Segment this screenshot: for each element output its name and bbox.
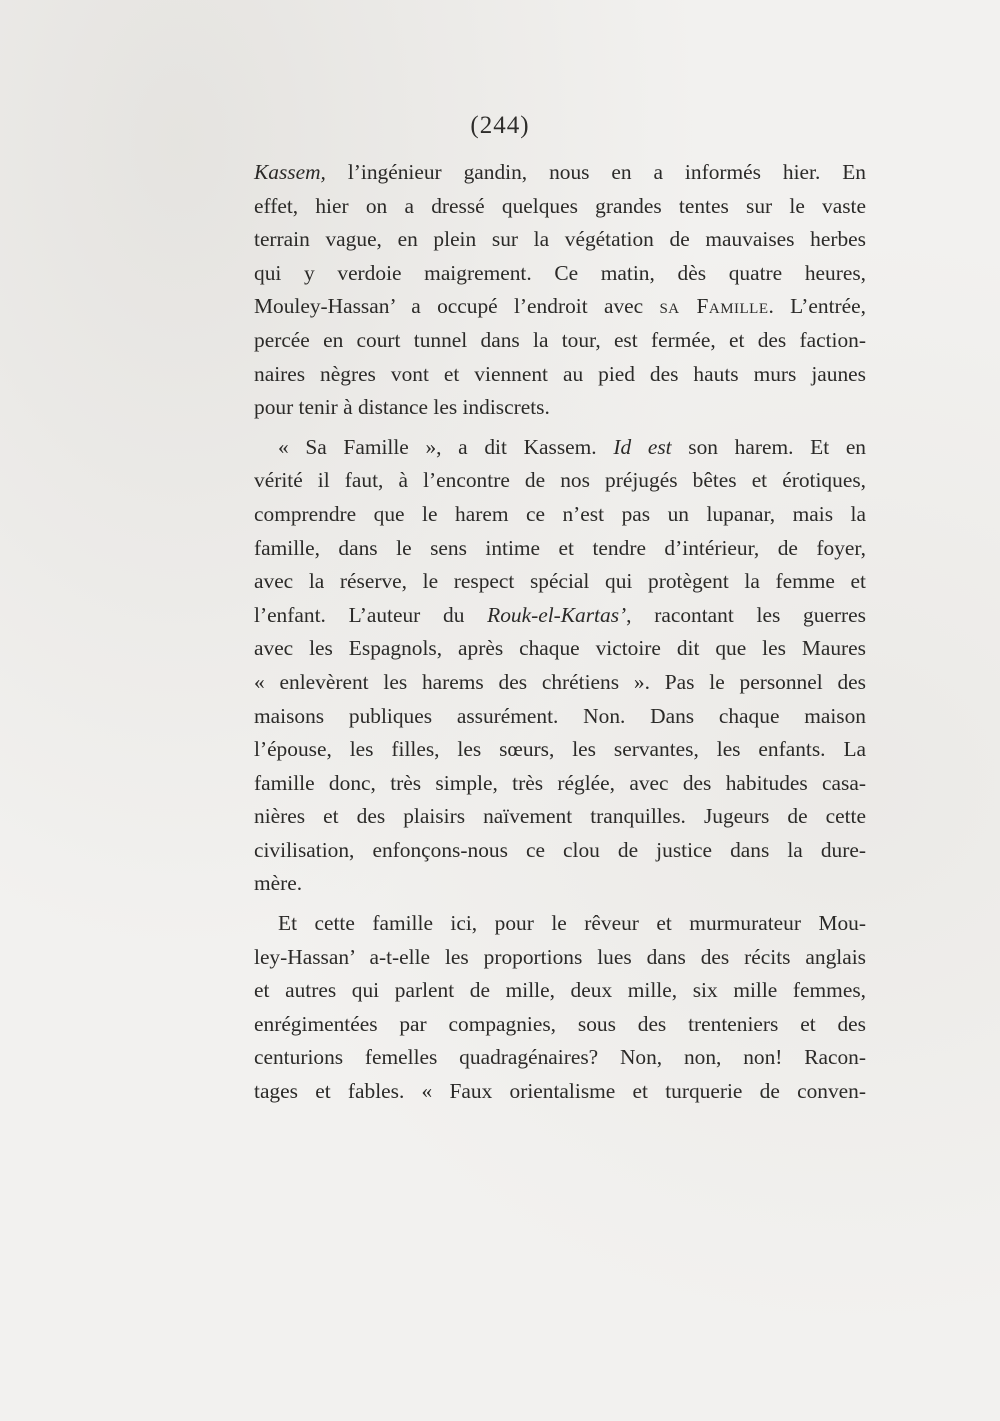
text-line <box>254 464 866 498</box>
italic-text: Kassem, <box>254 160 326 184</box>
text-segment: avec la réserve, le respect spécial qui protègent la femme et <box>254 569 866 594</box>
text-line <box>254 223 866 257</box>
paragraph <box>254 156 866 425</box>
paragraph <box>254 431 866 901</box>
text-line <box>254 1075 866 1109</box>
text-segment: l’épouse, les filles, les sœurs, les servantes, les enfants. La <box>254 737 866 762</box>
text-line <box>254 1008 866 1042</box>
text-line <box>254 974 866 1008</box>
text-segment: enrégimentées par compagnies, sous des trenteniers et des <box>254 1011 866 1036</box>
text-line <box>254 867 866 901</box>
text-line <box>254 431 866 465</box>
text-segment: l’enfant. L’auteur du <box>254 602 488 627</box>
text-segment: tages et fables. « Faux orientalisme et turquerie de conven- <box>254 1079 866 1104</box>
text-segment: effet, hier on a dressé quelques grandes tentes sur le vaste <box>254 193 866 218</box>
text-line <box>254 358 866 392</box>
small-caps-text: sa Famille <box>659 294 769 319</box>
body-text <box>254 156 866 1109</box>
text-segment: pour tenir à distance les indiscrets. <box>254 395 550 420</box>
text-segment: l’ingénieur gandin, nous en a informés hier. En <box>325 160 866 184</box>
text-segment: terrain vague, en plein sur la végétation de mauvaises herbes <box>254 227 866 252</box>
text-segment: et autres qui parlent de mille, deux mille, six mille femmes, <box>254 978 866 1003</box>
text-segment: nières et des plaisirs naïvement tranquilles. Jugeurs de cette <box>254 804 866 829</box>
text-line <box>254 190 866 224</box>
text-line <box>254 257 866 291</box>
text-line <box>254 532 866 566</box>
text-line <box>254 666 866 700</box>
text-segment: percée en court tunnel dans la tour, est fermée, et des faction- <box>254 327 866 352</box>
text-segment: famille, dans le sens intime et tendre d’intérieur, de foyer, <box>254 535 866 560</box>
text-line <box>254 834 866 868</box>
paragraph <box>254 907 866 1109</box>
text-line <box>254 498 866 532</box>
text-line <box>254 632 866 666</box>
text-segment: son harem. Et en <box>671 434 867 459</box>
text-line <box>254 800 866 834</box>
text-segment: . L’entrée, <box>768 294 866 319</box>
text-segment: Mouley-Hassan’ a occupé l’endroit avec <box>254 294 660 319</box>
italic-text: Id est <box>613 434 672 459</box>
text-segment: , racontant les guerres <box>626 602 867 627</box>
text-line <box>254 391 866 425</box>
text-segment: Et cette famille ici, pour le rêveur et murmurateur Mou- <box>278 911 866 936</box>
italic-text: Rouk-el-Kartas’ <box>487 602 627 627</box>
text-segment: centurions femelles quadragénaires? Non, non, non! Racon- <box>254 1045 866 1070</box>
text-segment: mère. <box>254 871 303 896</box>
page-number: (244) <box>470 112 530 139</box>
text-segment: maisons publiques assurément. Non. Dans chaque maison <box>254 703 866 728</box>
text-segment: civilisation, enfonçons-nous ce clou de justice dans la dure- <box>254 837 866 862</box>
text-line <box>254 565 866 599</box>
text-line <box>254 156 866 190</box>
text-segment: famille donc, très simple, très réglée, avec des habitudes casa- <box>254 770 866 795</box>
text-segment: avec les Espagnols, après chaque victoire dit que les Maures <box>254 636 866 661</box>
text-line <box>254 941 866 975</box>
text-segment: qui y verdoie maigrement. Ce matin, dès quatre heures, <box>254 260 866 285</box>
text-line <box>254 290 866 324</box>
text-segment: vérité il faut, à l’encontre de nos préjugés bêtes et érotiques, <box>254 468 866 493</box>
text-line <box>254 599 866 633</box>
text-segment: « Sa Famille », a dit Kassem. <box>278 434 614 459</box>
text-line <box>254 1041 866 1075</box>
text-segment: naires nègres vont et viennent au pied des hauts murs jaunes <box>254 361 866 386</box>
text-segment: « enlevèrent les harems des chrétiens ». Pas le personnel des <box>254 669 866 694</box>
text-line <box>254 700 866 734</box>
text-segment: ley-Hassan’ a-t-elle les proportions lues dans des récits anglais <box>254 944 866 969</box>
text-line <box>254 767 866 801</box>
text-line <box>254 733 866 767</box>
text-segment: comprendre que le harem ce n’est pas un lupanar, mais la <box>254 501 866 526</box>
text-line <box>254 324 866 358</box>
text-line <box>254 907 866 941</box>
